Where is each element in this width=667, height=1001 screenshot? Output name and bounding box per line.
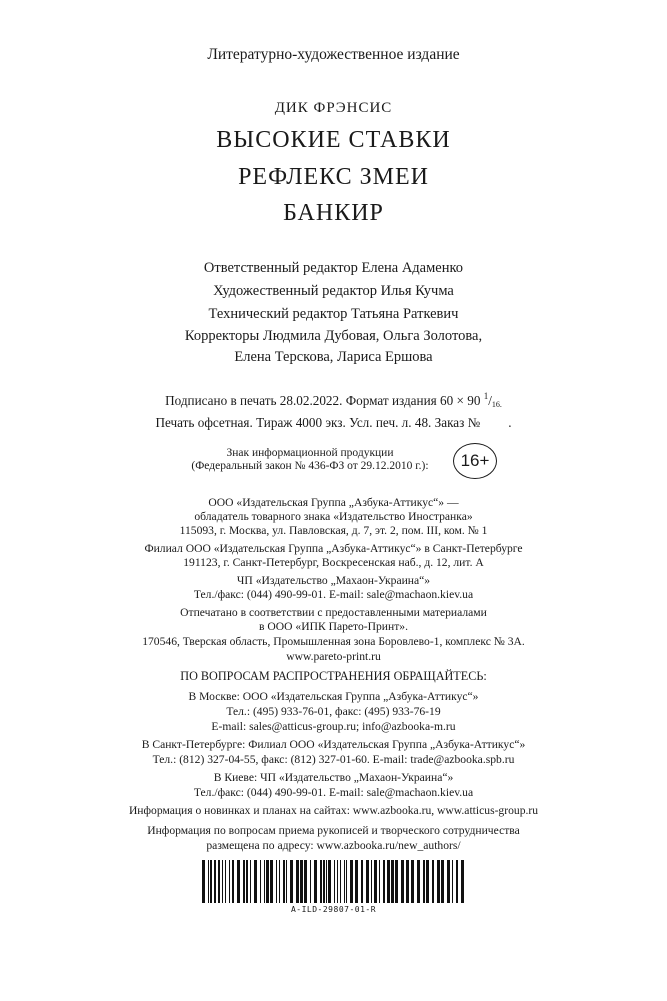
credit-line: Художественный редактор Илья Кучма bbox=[213, 283, 454, 299]
barcode-bar bbox=[423, 860, 425, 903]
distribution-line: размещена по адресу: www.azbooka.ru/new_authors/ bbox=[206, 839, 461, 852]
barcode-bar bbox=[456, 860, 458, 903]
barcode-bar bbox=[355, 860, 358, 903]
imprint-line: обладатель товарного знака «Издательство Иностранка» bbox=[194, 510, 473, 523]
barcode-bar bbox=[461, 860, 464, 903]
info-sign-label bbox=[160, 447, 460, 473]
distribution-line: Тел.: (812) 327-04-55, факс: (812) 327-01-60. E-mail: trade@azbooka.spb.ru bbox=[152, 753, 515, 766]
barcode-bar bbox=[401, 860, 404, 903]
barcode-bar bbox=[334, 860, 335, 903]
barcode-bar bbox=[286, 860, 287, 903]
book-title-2: РЕФЛЕКС ЗМЕИ bbox=[238, 164, 429, 190]
author-name: ДИК ФРЭНСИС bbox=[274, 100, 393, 116]
barcode-bar bbox=[210, 860, 212, 903]
format-fraction-numerator: 1 bbox=[483, 391, 489, 401]
barcode-bar bbox=[300, 860, 303, 903]
format-fraction-denominator: 16 bbox=[491, 400, 500, 409]
barcode-bar bbox=[387, 860, 390, 903]
barcode-bar bbox=[246, 860, 248, 903]
imprint-line: ЧП «Издательство „Махаон-Украина“» bbox=[236, 574, 431, 587]
barcode-bar bbox=[296, 860, 299, 903]
distribution-line: В Москве: ООО «Издательская Группа „Азбука-Аттикус“» bbox=[188, 690, 479, 703]
barcode-bar bbox=[346, 860, 347, 903]
barcode-bar bbox=[328, 860, 331, 903]
print-details-line-1: Подписано в печать 28.02.2022. Формат издания 60 × 90 $^1$/16. bbox=[165, 391, 502, 409]
imprint-line: 191123, г. Санкт-Петербург, Воскресенская наб., д. 12, лит. А bbox=[183, 556, 484, 569]
credit-line: Технический редактор Татьяна Раткевич bbox=[208, 306, 459, 322]
imprint-line: 170546, Тверская область, Промышленная зона Боровлево-1, комплекс № 3А. bbox=[142, 635, 525, 648]
imprint-line: Филиал ООО «Издательская Группа „Азбука-Аттикус“» в Санкт-Петербурге bbox=[144, 542, 523, 555]
barcode-bar bbox=[279, 860, 280, 903]
info-sign-line-2: (Федеральный закон № 436-ФЗ от 29.12.2010 г.): bbox=[191, 460, 429, 472]
barcode-bar bbox=[371, 860, 372, 903]
barcode-bar bbox=[222, 860, 223, 903]
book-title-3: БАНКИР bbox=[283, 200, 384, 226]
imprint-line: www.pareto-print.ru bbox=[286, 650, 381, 663]
barcode-bar bbox=[260, 860, 261, 903]
barcode-bar bbox=[441, 860, 444, 903]
info-sign-line-1: Знак информационной продукции bbox=[226, 447, 394, 459]
barcode-bar bbox=[337, 860, 338, 903]
barcode-bar bbox=[452, 860, 453, 903]
distribution-line: В Санкт-Петербурге: Филиал ООО «Издательская Группа „Азбука-Аттикус“» bbox=[141, 738, 526, 751]
barcode-bar bbox=[350, 860, 353, 903]
barcode-bar bbox=[283, 860, 285, 903]
barcode-bar bbox=[314, 860, 317, 903]
imprint-line: ООО «Издательская Группа „Азбука-Аттикус“» — bbox=[208, 496, 459, 509]
barcode-bar bbox=[225, 860, 226, 903]
barcode-bar bbox=[344, 860, 345, 903]
barcode-bar bbox=[290, 860, 293, 903]
barcode-bar bbox=[437, 860, 440, 903]
distribution-line: E-mail: sales@atticus-group.ru; info@azbooka-m.ru bbox=[211, 720, 456, 733]
credit-line: Корректоры Людмила Дубовая, Ольга Золотова, bbox=[184, 328, 483, 344]
print-details-line-2: Печать офсетная. Тираж 4000 экз. Усл. печ. л. 48. Заказ № . bbox=[155, 415, 512, 430]
barcode-bar bbox=[264, 860, 265, 903]
barcode-bar bbox=[304, 860, 307, 903]
print-run-text: Печать офсетная. Тираж 4000 экз. Усл. печ. л. 48. Заказ № bbox=[155, 415, 481, 430]
barcode-bar bbox=[391, 860, 394, 903]
barcode-bar bbox=[214, 860, 216, 903]
barcode-bar bbox=[417, 860, 420, 903]
distribution-line: Информация по вопросам приема рукописей и творческого сотрудничества bbox=[147, 824, 520, 837]
barcode-bar bbox=[374, 860, 377, 903]
barcode-bar bbox=[411, 860, 414, 903]
credit-line: Елена Терскова, Лариса Ершова bbox=[234, 349, 433, 365]
imprint-line: в ООО «ИПК Парето-Принт». bbox=[259, 620, 408, 633]
barcode-bar bbox=[379, 860, 380, 903]
barcode-bar bbox=[208, 860, 209, 903]
barcode-bar bbox=[383, 860, 385, 903]
barcode-bar bbox=[340, 860, 341, 903]
distribution-line: Информация о новинках и планах на сайтах: www.azbooka.ru, www.atticus-group.ru bbox=[128, 804, 539, 817]
genre-label: Литературно-художественное издание bbox=[207, 46, 460, 63]
distribution-line: Тел.: (495) 933-76-01, факс: (495) 933-76-19 bbox=[226, 705, 441, 718]
barcode-bar bbox=[310, 860, 311, 903]
barcode-bar bbox=[202, 860, 205, 903]
barcode-bar bbox=[250, 860, 251, 903]
barcode-bar bbox=[276, 860, 277, 903]
barcode-bar bbox=[426, 860, 429, 903]
distribution-line: Тел./факс: (044) 490-99-01. E-mail: sale@machaon.kiev.ua bbox=[193, 786, 474, 799]
age-rating-badge: 16+ bbox=[453, 443, 497, 479]
barcode-bar bbox=[447, 860, 450, 903]
barcode-code: A-ILD-29807-01-R bbox=[290, 905, 377, 914]
barcode-bar bbox=[218, 860, 220, 903]
distribution-heading: ПО ВОПРОСАМ РАСПРОСТРАНЕНИЯ ОБРАЩАЙТЕСЬ: bbox=[180, 669, 487, 683]
barcode-bar bbox=[361, 860, 363, 903]
credit-line: Ответственный редактор Елена Адаменко bbox=[203, 260, 464, 276]
barcode-bar bbox=[323, 860, 325, 903]
imprint-line: Тел./факс: (044) 490-99-01. E-mail: sale@machaon.kiev.ua bbox=[193, 588, 474, 601]
barcode-bar bbox=[243, 860, 245, 903]
barcode-bar bbox=[326, 860, 327, 903]
barcode-bar bbox=[395, 860, 398, 903]
barcode-bar bbox=[229, 860, 230, 903]
imprint-line: Отпечатано в соответствии с предоставленными материалами bbox=[180, 606, 487, 619]
barcode-bar bbox=[237, 860, 240, 903]
barcode-bar bbox=[232, 860, 234, 903]
barcode-bar bbox=[254, 860, 257, 903]
imprint-line: 115093, г. Москва, ул. Павловская, д. 7, эт. 2, пом. III, ком. № 1 bbox=[179, 524, 488, 537]
distribution-line: В Киеве: ЧП «Издательство „Махаон-Украина“» bbox=[213, 771, 454, 784]
barcode-bar bbox=[366, 860, 369, 903]
book-title-1: ВЫСОКИЕ СТАВКИ bbox=[216, 127, 451, 153]
barcode-bar bbox=[406, 860, 409, 903]
barcode-image bbox=[202, 860, 466, 903]
barcode-bar bbox=[432, 860, 434, 903]
barcode-bar bbox=[320, 860, 322, 903]
print-format-text: Подписано в печать 28.02.2022. Формат издания 60 × 90 bbox=[165, 393, 481, 408]
barcode-bar bbox=[266, 860, 269, 903]
barcode-bar bbox=[270, 860, 273, 903]
